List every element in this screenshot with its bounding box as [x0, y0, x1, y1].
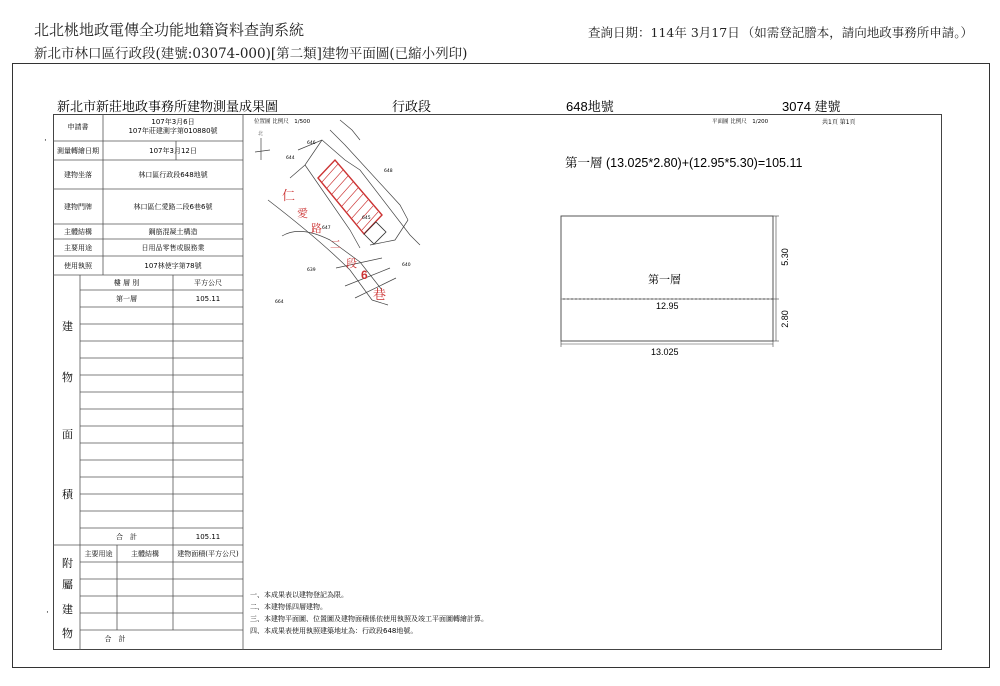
address-value: 林口區仁愛路二段6巷6號 — [133, 203, 213, 211]
main-vertical-char: 積 — [62, 488, 73, 501]
query-date-note: （如需登記謄本，請向地政事務所申請。） — [741, 25, 973, 40]
survey-date-label: 測量轉繪日期 — [57, 147, 99, 155]
application-date: 107年3月6日 — [151, 118, 195, 126]
annex-vertical-char: 物 — [62, 627, 73, 640]
road-char: 段 — [346, 257, 357, 270]
lot-label: 646 — [307, 141, 316, 146]
building-footprint — [318, 160, 386, 244]
annex-vertical-char: 建 — [62, 603, 73, 616]
application-number: 107年莊建測字第010880號 — [128, 127, 218, 135]
annex-header-structure: 主體結構 — [131, 550, 159, 558]
license-label: 使用執照 — [64, 262, 92, 270]
location-value: 林口區行政段648地號 — [138, 171, 208, 179]
application-label: 申請書 — [67, 123, 89, 131]
plan-scale: 平面圖 比例尺 1/200 — [712, 119, 769, 125]
main-vertical-char: 物 — [62, 371, 73, 384]
lot-label: 639 — [307, 268, 316, 273]
dim-upper-height: 5.30 — [779, 248, 790, 266]
query-date-label: 查詢日期：114年 3月17日 — [588, 25, 740, 40]
document-subtitle: 新北市林口區行政段(建號:03074-000)[第二類]建物平面圖(已縮小列印) — [34, 46, 468, 62]
lot-label: 645 — [362, 216, 371, 221]
annex-vertical-char: 屬 — [62, 578, 73, 591]
floor-name: 第一層 — [116, 295, 137, 303]
usage-label: 主要用途 — [64, 244, 92, 252]
lane-char: 巷 — [373, 288, 387, 303]
structure-value: 鋼筋混凝土構造 — [148, 228, 198, 236]
annex-vertical-char: 附 — [62, 557, 73, 570]
lot-number: 648地號 — [566, 99, 614, 114]
note-line: 四、本成果表使用執照建築地址為：行政段648地號。 — [250, 627, 418, 635]
dim-upper-width: 12.95 — [656, 301, 679, 311]
dim-lower-width: 13.025 — [651, 347, 679, 357]
annex-header-usage: 主要用途 — [84, 550, 113, 558]
system-title: 北北桃地政電傳全功能地籍資料查詢系統 — [34, 21, 305, 39]
road-char: 二 — [330, 238, 341, 251]
building-number: 3074 建號 — [782, 99, 841, 114]
office-title: 新北市新莊地政事務所建物測量成果圖 — [57, 100, 279, 115]
location-map-header: 位置圖 比例尺 1/500 — [254, 119, 311, 125]
road-char: 仁 — [282, 189, 296, 204]
floor-area: 105.11 — [195, 295, 221, 303]
location-label: 建物坐落 — [64, 171, 92, 179]
lane-number: 6 — [361, 268, 368, 282]
survey-date: 107年3月12日 — [149, 147, 197, 155]
north-label: 北 — [258, 131, 264, 137]
lot-label: 644 — [286, 156, 295, 161]
lot-label: 648 — [384, 169, 393, 174]
plan-floor-label: 第一層 — [648, 273, 681, 286]
total-label: 合 計 — [116, 533, 137, 541]
note-line: 二、本建物係四層建物。 — [250, 603, 327, 611]
note-line: 三、本建物平面圖、位置圖及建物面積係依使用執照及竣工平面圖轉繪計算。 — [250, 615, 488, 623]
address-label: 建物門牌 — [64, 203, 92, 211]
section-name: 行政段 — [392, 100, 432, 115]
floor-column-header: 樓 層 別 — [113, 279, 140, 287]
page-indicator: 共1頁 第1頁 — [822, 119, 856, 126]
license-value: 107林使字第78號 — [144, 262, 202, 270]
area-column-header: 平方公尺 — [194, 279, 222, 287]
lot-label: 640 — [402, 263, 411, 268]
total-area: 105.11 — [195, 533, 221, 541]
location-map-drawing — [255, 120, 420, 305]
lot-label: 647 — [322, 226, 331, 231]
note-line: 一、本成果表以建物登記為限。 — [250, 591, 348, 599]
annex-header-area: 建物面積(平方公尺) — [177, 550, 239, 558]
dim-lower-height: 2.80 — [779, 310, 790, 328]
structure-label: 主體結構 — [64, 228, 92, 236]
road-char: 愛 — [297, 207, 308, 220]
main-vertical-char: 面 — [62, 428, 73, 441]
main-vertical-char: 建 — [62, 320, 73, 333]
lot-label: 664 — [275, 300, 284, 305]
area-formula: 第一層 (13.025*2.80)+(12.95*5.30)=105.11 — [565, 156, 803, 170]
annex-total-label: 合 計 — [104, 635, 126, 643]
road-char: 路 — [311, 222, 322, 235]
usage-value: 日用品零售或服務業 — [141, 244, 205, 252]
